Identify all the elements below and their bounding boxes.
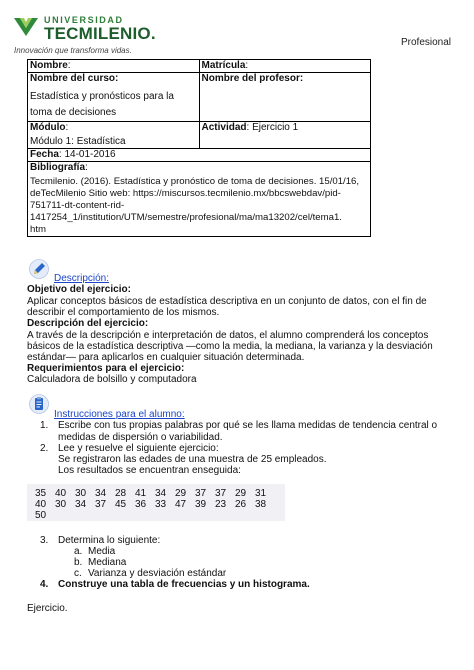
nombre-cell[interactable] [28,60,200,73]
age-value: 30 [55,499,67,510]
logo-name-text: TECMILENIO. [44,24,156,43]
age-value: 26 [235,499,247,510]
fecha-cell[interactable] [28,149,371,162]
item-4-text: Construye una tabla de frecuencias y un histograma. [58,579,310,590]
age-value: 40 [35,499,47,510]
sub-a-letter: a. [74,546,83,557]
matricula-sep: : [245,60,249,71]
level-label: Profesional [401,37,452,48]
age-value: 36 [135,499,147,510]
instrucciones-title[interactable]: Instrucciones para el alumno: [54,409,185,420]
curso-value-2: toma de decisiones [30,107,117,118]
age-value: 47 [175,499,187,510]
actividad-value: : Ejercicio 1 [246,122,299,133]
ejercicio-heading: Ejercicio. [27,603,68,614]
biblio-line: 751711-dt-content-rid- [30,200,125,211]
age-value: 45 [115,499,127,510]
item-2-line-3: Los resultados se encuentran enseguida: [58,465,241,476]
age-value: 33 [155,499,167,510]
curso-cell[interactable] [28,73,200,122]
age-value: 28 [115,488,127,499]
age-value: 39 [195,499,207,510]
pencil-icon [29,259,49,279]
age-value: 34 [95,488,107,499]
age-value: 31 [255,488,267,499]
age-value: 37 [95,499,107,510]
sub-b-letter: b. [74,557,83,568]
age-value: 29 [175,488,187,499]
ages-data-block [27,484,285,521]
actividad-label: Actividad [201,122,247,133]
fecha-label: Fecha [30,149,59,160]
profesor-cell[interactable] [199,73,371,122]
age-value: 34 [155,488,167,499]
requerimientos-label: Requerimientos para el ejercicio: [27,363,185,374]
objetivo-text-1: Aplicar conceptos básicos de estadística descriptiva en un conjunto de datos, con el fin de [27,296,427,307]
age-value: 38 [255,499,267,510]
biblio-line: Tecmilenio. (2016). Estadística y pronóstico de toma de decisiones. 15/01/16, [30,176,360,187]
nombre-label: Nombre [30,60,68,71]
clipboard-icon [29,394,49,414]
requerimientos-text: Calculadora de bolsillo y computadora [27,374,197,385]
sub-a-text: Media [88,546,116,557]
actividad-cell[interactable] [199,122,371,149]
modulo-cell[interactable] [28,122,200,149]
descripcion-title[interactable]: Descripción: [54,273,110,284]
item-2-line-2: Se registraron las edades de una muestra de 25 empleados. [58,454,327,465]
item-4-number: 4. [40,579,49,590]
curso-value-1: Estadística y pronósticos para la [30,91,174,102]
tecmilenio-logo-icon [12,14,40,42]
bibliografia-cell[interactable] [28,162,371,237]
descripcion-text-3: estándar— para aplicarlos en cualquier situación determinada. [27,352,305,363]
biblio-line: htm [30,224,46,235]
matricula-cell[interactable] [199,60,371,73]
profesor-label: Nombre del profesor: [201,73,304,84]
age-value: 41 [135,488,147,499]
info-table [27,59,371,237]
biblio-line: 1417254_1/institution/UTM/semestre/profesional/ma/ma13202/cel/tema1. [30,212,342,223]
item-2-line-1: Lee y resuelve el siguiente ejercicio: [58,443,219,454]
logo-university-text: UNIVERSIDAD [44,15,124,25]
logo-tagline: Innovación que transforma vidas. [14,46,132,55]
age-value: 23 [215,499,227,510]
modulo-label: Módulo [30,122,66,133]
matricula-label: Matrícula [201,60,246,71]
sub-c-letter: c. [74,568,82,579]
nombre-sep: : [67,60,71,71]
bibliografia-label: Bibliografía [30,162,86,173]
ages-row-2 [35,499,275,510]
item-1-line-1: Escribe con tus propias palabras por qué se les llama medidas de tendencia central o [58,420,438,431]
age-value: 37 [215,488,227,499]
fecha-value: : 14-01-2016 [58,149,116,160]
age-value: 35 [35,488,47,499]
item-1-number: 1. [40,420,49,431]
descripcion-text-1: A través de la descripción e interpretación de datos, el alumno comprenderá los conceptos [27,330,429,341]
bibliografia-sep: : [85,162,88,173]
objetivo-text-2: describir el comportamiento de los mismos. [27,307,220,318]
age-value: 29 [235,488,247,499]
sub-c-text: Varianza y desviación estándar [88,568,227,579]
age-value: 50 [35,510,47,521]
curso-label: Nombre del curso: [30,73,119,84]
item-2-number: 2. [40,443,49,454]
item-1-line-2: medidas de dispersión o variabilidad. [58,432,223,443]
objetivo-label: Objetivo del ejercicio: [27,284,131,295]
ages-row-1 [35,488,275,499]
ages-row-3 [35,510,55,521]
age-value: 34 [75,499,87,510]
modulo-value: Módulo 1: Estadística [30,136,126,147]
age-value: 37 [195,488,207,499]
descripcion-ejercicio-label: Descripción del ejercicio: [27,318,149,329]
modulo-sep: : [65,122,69,133]
item-3-text: Determina lo siguiente: [58,535,161,546]
biblio-line: deTecMilenio Sitio web: https://miscursos.tecmilenio.mx/bbcswebdav/pid- [30,188,341,199]
sub-b-text: Mediana [88,557,127,568]
age-value: 30 [75,488,87,499]
descripcion-text-2: básicos de la estadística descriptiva —como la media, la mediana, la varianza y la desviación [27,341,433,352]
item-3-number: 3. [40,535,49,546]
age-value: 40 [55,488,67,499]
